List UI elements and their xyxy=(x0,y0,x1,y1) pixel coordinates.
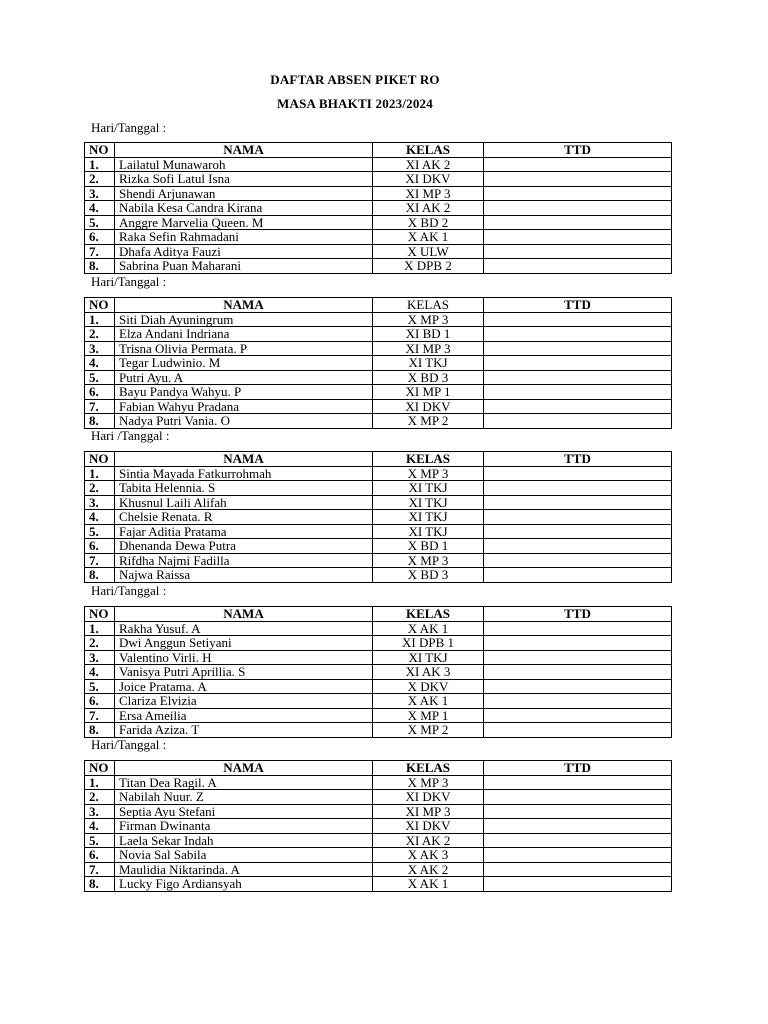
student-class: XI DKV xyxy=(373,172,484,187)
attendance-table xyxy=(84,297,672,429)
row-number: 8. xyxy=(85,414,115,429)
table-row xyxy=(85,694,672,709)
row-number: 6. xyxy=(85,230,115,245)
signature-cell xyxy=(484,201,672,216)
student-name: Dhenanda Dewa Putra xyxy=(115,539,373,554)
student-name: Ersa Ameilia xyxy=(115,708,373,723)
table-row xyxy=(85,833,672,848)
student-name: Shendi Arjunawan xyxy=(115,186,373,201)
row-number: 7. xyxy=(85,708,115,723)
signature-cell xyxy=(484,466,672,481)
student-class: X ULW xyxy=(373,244,484,259)
student-class: XI DKV xyxy=(373,399,484,414)
signature-cell xyxy=(484,510,672,525)
header-kelas: KELAS xyxy=(373,452,484,467)
signature-cell xyxy=(484,636,672,651)
row-number: 1. xyxy=(85,621,115,636)
student-class: XI AK 2 xyxy=(373,157,484,172)
student-name: Laela Sekar Indah xyxy=(115,833,373,848)
student-class: X MP 3 xyxy=(373,553,484,568)
table-row xyxy=(85,356,672,371)
student-name: Najwa Raissa xyxy=(115,568,373,583)
header-no: NO xyxy=(85,143,115,158)
row-number: 6. xyxy=(85,539,115,554)
student-name: Raka Sefin Rahmadani xyxy=(115,230,373,245)
student-class: X MP 1 xyxy=(373,708,484,723)
signature-cell xyxy=(484,862,672,877)
row-number: 3. xyxy=(85,804,115,819)
table-row xyxy=(85,157,672,172)
signature-cell xyxy=(484,385,672,400)
table-row xyxy=(85,230,672,245)
table-row xyxy=(85,621,672,636)
row-number: 5. xyxy=(85,679,115,694)
row-number: 8. xyxy=(85,259,115,274)
table-row xyxy=(85,466,672,481)
student-class: XI DKV xyxy=(373,790,484,805)
header-kelas: KELAS xyxy=(373,298,484,313)
row-number: 2. xyxy=(85,481,115,496)
signature-cell xyxy=(484,568,672,583)
student-class: X AK 3 xyxy=(373,848,484,863)
header-kelas: KELAS xyxy=(373,607,484,622)
header-ttd: TTD xyxy=(484,452,672,467)
signature-cell xyxy=(484,215,672,230)
table-header-row xyxy=(85,143,672,158)
row-number: 7. xyxy=(85,862,115,877)
row-number: 7. xyxy=(85,244,115,259)
signature-cell xyxy=(484,186,672,201)
student-class: XI TKJ xyxy=(373,510,484,525)
row-number: 3. xyxy=(85,186,115,201)
signature-cell xyxy=(484,833,672,848)
student-name: Fajar Aditia Pratama xyxy=(115,524,373,539)
table-row xyxy=(85,723,672,738)
header-nama: NAMA xyxy=(115,607,373,622)
header-nama: NAMA xyxy=(115,298,373,313)
table-row xyxy=(85,553,672,568)
signature-cell xyxy=(484,877,672,892)
signature-cell xyxy=(484,650,672,665)
signature-cell xyxy=(484,775,672,790)
table-row xyxy=(85,650,672,665)
table-row xyxy=(85,510,672,525)
student-name: Novia Sal Sabila xyxy=(115,848,373,863)
header-no: NO xyxy=(85,298,115,313)
student-class: XI MP 3 xyxy=(373,341,484,356)
table-row xyxy=(85,524,672,539)
row-number: 4. xyxy=(85,665,115,680)
row-number: 3. xyxy=(85,341,115,356)
student-class: X BD 3 xyxy=(373,568,484,583)
student-name: Rakha Yusuf. A xyxy=(115,621,373,636)
row-number: 6. xyxy=(85,848,115,863)
student-class: XI AK 2 xyxy=(373,201,484,216)
student-name: Lucky Figo Ardiansyah xyxy=(115,877,373,892)
student-class: X BD 2 xyxy=(373,215,484,230)
student-name: Clariza Elvizia xyxy=(115,694,373,709)
signature-cell xyxy=(484,621,672,636)
table-row xyxy=(85,244,672,259)
hari-tanggal-label: Hari/Tanggal : xyxy=(91,583,167,598)
table-row xyxy=(85,679,672,694)
signature-cell xyxy=(484,553,672,568)
row-number: 3. xyxy=(85,650,115,665)
table-row xyxy=(85,568,672,583)
student-name: Rifdha Najmi Fadilla xyxy=(115,553,373,568)
table-header-row xyxy=(85,298,672,313)
row-number: 4. xyxy=(85,201,115,216)
student-name: Tabita Helennia. S xyxy=(115,481,373,496)
row-number: 8. xyxy=(85,723,115,738)
table-row xyxy=(85,370,672,385)
row-number: 3. xyxy=(85,495,115,510)
student-class: XI BD 1 xyxy=(373,327,484,342)
student-name: Siti Diah Ayuningrum xyxy=(115,312,373,327)
attendance-table xyxy=(84,760,672,892)
table-row xyxy=(85,862,672,877)
signature-cell xyxy=(484,723,672,738)
signature-cell xyxy=(484,524,672,539)
header-nama: NAMA xyxy=(115,143,373,158)
hari-tanggal-label: Hari /Tanggal : xyxy=(91,428,170,443)
signature-cell xyxy=(484,414,672,429)
student-class: X MP 3 xyxy=(373,466,484,481)
signature-cell xyxy=(484,848,672,863)
signature-cell xyxy=(484,370,672,385)
table-row xyxy=(85,665,672,680)
student-class: X AK 2 xyxy=(373,862,484,877)
student-name: Vanisya Putri Aprillia. S xyxy=(115,665,373,680)
table-row xyxy=(85,775,672,790)
row-number: 2. xyxy=(85,636,115,651)
hari-tanggal-label: Hari/Tanggal : xyxy=(91,274,167,289)
student-class: XI TKJ xyxy=(373,524,484,539)
table-header-row xyxy=(85,761,672,776)
row-number: 2. xyxy=(85,327,115,342)
signature-cell xyxy=(484,495,672,510)
header-ttd: TTD xyxy=(484,761,672,776)
student-name: Putri Ayu. A xyxy=(115,370,373,385)
table-row xyxy=(85,312,672,327)
student-name: Chelsie Renata. R xyxy=(115,510,373,525)
table-row xyxy=(85,804,672,819)
header-no: NO xyxy=(85,452,115,467)
student-name: Anggre Marvelia Queen. M xyxy=(115,215,373,230)
row-number: 5. xyxy=(85,370,115,385)
table-header-row xyxy=(85,607,672,622)
student-class: XI TKJ xyxy=(373,481,484,496)
document-title: DAFTAR ABSEN PIKET RO xyxy=(270,72,440,87)
signature-cell xyxy=(484,694,672,709)
student-name: Maulidia Niktarinda. A xyxy=(115,862,373,877)
table-row xyxy=(85,877,672,892)
student-class: XI AK 3 xyxy=(373,665,484,680)
hari-tanggal-label: Hari/Tanggal : xyxy=(91,120,167,135)
table-row xyxy=(85,186,672,201)
student-name: Dwi Anggun Setiyani xyxy=(115,636,373,651)
table-row xyxy=(85,636,672,651)
signature-cell xyxy=(484,804,672,819)
row-number: 6. xyxy=(85,385,115,400)
student-class: X BD 1 xyxy=(373,539,484,554)
row-number: 7. xyxy=(85,399,115,414)
student-class: X MP 2 xyxy=(373,723,484,738)
header-nama: NAMA xyxy=(115,761,373,776)
student-class: XI TKJ xyxy=(373,495,484,510)
signature-cell xyxy=(484,327,672,342)
header-no: NO xyxy=(85,607,115,622)
row-number: 1. xyxy=(85,775,115,790)
table-row xyxy=(85,327,672,342)
student-class: XI DPB 1 xyxy=(373,636,484,651)
header-no: NO xyxy=(85,761,115,776)
student-name: Bayu Pandya Wahyu. P xyxy=(115,385,373,400)
student-class: XI DKV xyxy=(373,819,484,834)
header-kelas: KELAS xyxy=(373,143,484,158)
student-name: Farida Aziza. T xyxy=(115,723,373,738)
signature-cell xyxy=(484,665,672,680)
row-number: 8. xyxy=(85,877,115,892)
signature-cell xyxy=(484,399,672,414)
signature-cell xyxy=(484,259,672,274)
header-ttd: TTD xyxy=(484,298,672,313)
row-number: 6. xyxy=(85,694,115,709)
student-name: Valentino Virli. H xyxy=(115,650,373,665)
signature-cell xyxy=(484,341,672,356)
signature-cell xyxy=(484,312,672,327)
student-class: X BD 3 xyxy=(373,370,484,385)
hari-tanggal-label: Hari/Tanggal : xyxy=(91,737,167,752)
student-name: Rizka Sofi Latul Isna xyxy=(115,172,373,187)
attendance-table xyxy=(84,606,672,738)
signature-cell xyxy=(484,356,672,371)
table-row xyxy=(85,385,672,400)
signature-cell xyxy=(484,790,672,805)
row-number: 1. xyxy=(85,312,115,327)
row-number: 5. xyxy=(85,524,115,539)
table-row xyxy=(85,172,672,187)
student-class: X AK 1 xyxy=(373,621,484,636)
row-number: 8. xyxy=(85,568,115,583)
student-class: X DPB 2 xyxy=(373,259,484,274)
student-class: X MP 3 xyxy=(373,775,484,790)
student-name: Khusnul Laili Alifah xyxy=(115,495,373,510)
student-name: Lailatul Munawaroh xyxy=(115,157,373,172)
table-row xyxy=(85,201,672,216)
student-class: XI MP 3 xyxy=(373,804,484,819)
student-name: Tegar Ludwinio. M xyxy=(115,356,373,371)
student-name: Nabilah Nuur. Z xyxy=(115,790,373,805)
table-row xyxy=(85,414,672,429)
student-class: XI MP 3 xyxy=(373,186,484,201)
row-number: 4. xyxy=(85,819,115,834)
student-class: X AK 1 xyxy=(373,230,484,245)
signature-cell xyxy=(484,481,672,496)
header-nama: NAMA xyxy=(115,452,373,467)
student-name: Fabian Wahyu Pradana xyxy=(115,399,373,414)
student-name: Sabrina Puan Maharani xyxy=(115,259,373,274)
row-number: 4. xyxy=(85,510,115,525)
signature-cell xyxy=(484,244,672,259)
attendance-table xyxy=(84,142,672,274)
table-row xyxy=(85,399,672,414)
table-header-row xyxy=(85,452,672,467)
table-row xyxy=(85,259,672,274)
attendance-table xyxy=(84,451,672,583)
student-name: Elza Andani Indriana xyxy=(115,327,373,342)
table-row xyxy=(85,481,672,496)
signature-cell xyxy=(484,230,672,245)
table-row xyxy=(85,539,672,554)
student-name: Dhafa Aditya Fauzi xyxy=(115,244,373,259)
table-row xyxy=(85,848,672,863)
table-row xyxy=(85,495,672,510)
document-subtitle: MASA BHAKTI 2023/2024 xyxy=(277,96,433,111)
signature-cell xyxy=(484,539,672,554)
student-name: Firman Dwinanta xyxy=(115,819,373,834)
row-number: 5. xyxy=(85,833,115,848)
student-name: Sintia Mayada Fatkurrohmah xyxy=(115,466,373,481)
row-number: 2. xyxy=(85,172,115,187)
student-name: Nadya Putri Vania. O xyxy=(115,414,373,429)
row-number: 1. xyxy=(85,466,115,481)
table-row xyxy=(85,708,672,723)
student-class: X MP 3 xyxy=(373,312,484,327)
student-class: XI TKJ xyxy=(373,356,484,371)
student-name: Septia Ayu Stefani xyxy=(115,804,373,819)
row-number: 7. xyxy=(85,553,115,568)
student-class: XI MP 1 xyxy=(373,385,484,400)
table-row xyxy=(85,341,672,356)
header-ttd: TTD xyxy=(484,143,672,158)
student-name: Joice Pratama. A xyxy=(115,679,373,694)
signature-cell xyxy=(484,157,672,172)
signature-cell xyxy=(484,679,672,694)
header-kelas: KELAS xyxy=(373,761,484,776)
row-number: 4. xyxy=(85,356,115,371)
signature-cell xyxy=(484,172,672,187)
table-row xyxy=(85,790,672,805)
table-row xyxy=(85,215,672,230)
student-class: XI AK 2 xyxy=(373,833,484,848)
student-class: X MP 2 xyxy=(373,414,484,429)
signature-cell xyxy=(484,819,672,834)
signature-cell xyxy=(484,708,672,723)
student-class: X AK 1 xyxy=(373,877,484,892)
row-number: 2. xyxy=(85,790,115,805)
student-class: XI TKJ xyxy=(373,650,484,665)
table-row xyxy=(85,819,672,834)
header-ttd: TTD xyxy=(484,607,672,622)
student-name: Titan Dea Ragil. A xyxy=(115,775,373,790)
student-name: Nabila Kesa Candra Kirana xyxy=(115,201,373,216)
row-number: 1. xyxy=(85,157,115,172)
student-name: Trisna Olivia Permata. P xyxy=(115,341,373,356)
student-class: X DKV xyxy=(373,679,484,694)
student-class: X AK 1 xyxy=(373,694,484,709)
row-number: 5. xyxy=(85,215,115,230)
